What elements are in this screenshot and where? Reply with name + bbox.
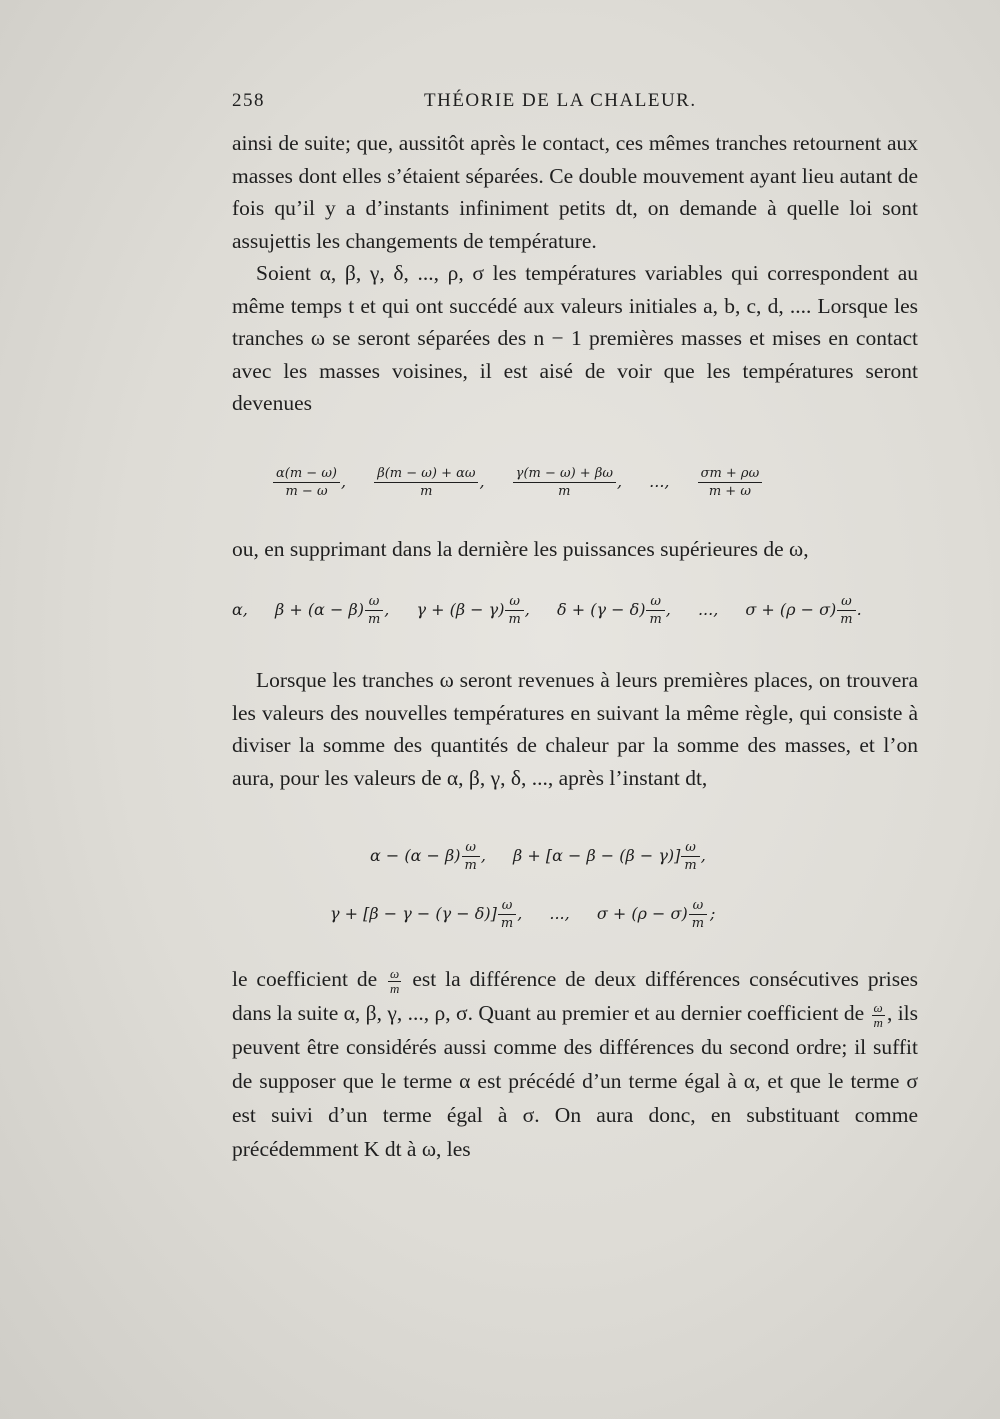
page-number: 258 <box>232 90 265 111</box>
paragraph-4: Lorsque les tranches ω seront revenues à leurs premières places, on trouvera les valeurs des nouvelles températures en suivant la même règle, qui consiste à diviser la somme des quantités de chaleur par la somme des masses, et l’on aura, pour les valeurs de α, β, γ, δ, ..., après l’instant dt, <box>232 668 918 790</box>
paragraph-1: ainsi de suite; que, aussitôt après le contact, ces mêmes tranches retournent aux masses dont elles s’étaient séparées. Ce double mouvement ayant lieu autant de fois qu’il y a d’instants infiniment petits dt, on demande à quelle loi sont assujettis les changements de température. <box>232 131 918 253</box>
formula-1-ellipsis: ..., <box>649 472 670 491</box>
formula-3-line-2: γ + [β − γ − (γ − δ)] $\frac{\omega}{m}$ , ..., σ + (ρ − σ) $\frac{\omega}{m}$ ; <box>330 898 716 931</box>
inline-fraction: $\frac{\omega}{m}$ <box>873 999 883 1030</box>
text-block-2 <box>232 533 918 566</box>
formula-1-term-1: $\frac{\alpha(m - \omega)}{m - \omega}$ <box>273 466 340 499</box>
running-title: THÉORIE DE LA CHALEUR. <box>424 90 697 111</box>
paragraph-2: Soient α, β, γ, δ, ..., ρ, σ les températures variables qui correspondent au même temps t et qui ont succédé aux valeurs initiales a, b, c, d, .... Lorsque les tranches ω se seront séparées des n − 1 premières masses et mises en contact avec les masses voisines, il est aisé de voir que les températures seront devenues <box>232 261 918 415</box>
paragraph-5: le coefficient de $\frac{\omega}{m}$ est la différence de deux différences consécutives prises dans la suite α, β, γ, ..., ρ, σ. Quant au premier et au dernier coefficient de $\frac{\omega}{m}$ , ils peuvent être considérés aussi comme des différences du second ordre; il suffit de supposer que le terme α est précédé d’un terme égal à α, et que le terme σ est suivi d’un terme égal à σ. On aura donc, en substituant comme précédemment K dt à ω, les <box>232 965 919 1161</box>
formula-1-term-2: $\frac{\beta(m - \omega) + \alpha\omega}{m}$ <box>374 466 478 499</box>
text-block-3 <box>232 664 918 794</box>
formula-2: α, β + (α − β) $\frac{\omega}{m}$ , γ + (β − γ) $\frac{\omega}{m}$ , δ + (γ − δ) $\frac{\omega}{m}$ , ..., σ + (ρ − σ) $\frac{\omega}{m}$ . <box>232 594 862 627</box>
page-header <box>232 90 922 116</box>
formula-3-line-1: α − (α − β) $\frac{\omega}{m}$ , β + [α − β − (β − γ)] $\frac{\omega}{m}$ , <box>370 840 706 873</box>
text-block-4 <box>232 962 918 1166</box>
inline-fraction: $\frac{\omega}{m}$ <box>390 965 400 996</box>
formula-1-term-4: $\frac{\sigma m + \rho\omega}{m + \omega}$ <box>698 466 763 499</box>
paragraph-3: ou, en supprimant dans la dernière les puissances supérieures de ω, <box>232 537 809 561</box>
formula-1: $\frac{\alpha(m - \omega)}{m - \omega}$ , $\frac{\beta(m - \omega) + \alpha\omega}{m}$ , $\frac{\gamma(m - \omega) + \beta\omega}{m}$ , ..., $\frac{\sigma m + \rho\omega}{m + \omega}$ <box>272 466 958 499</box>
text-block-1 <box>232 127 918 420</box>
formula-1-term-3: $\frac{\gamma(m - \omega) + \beta\omega}{m}$ <box>513 466 616 499</box>
